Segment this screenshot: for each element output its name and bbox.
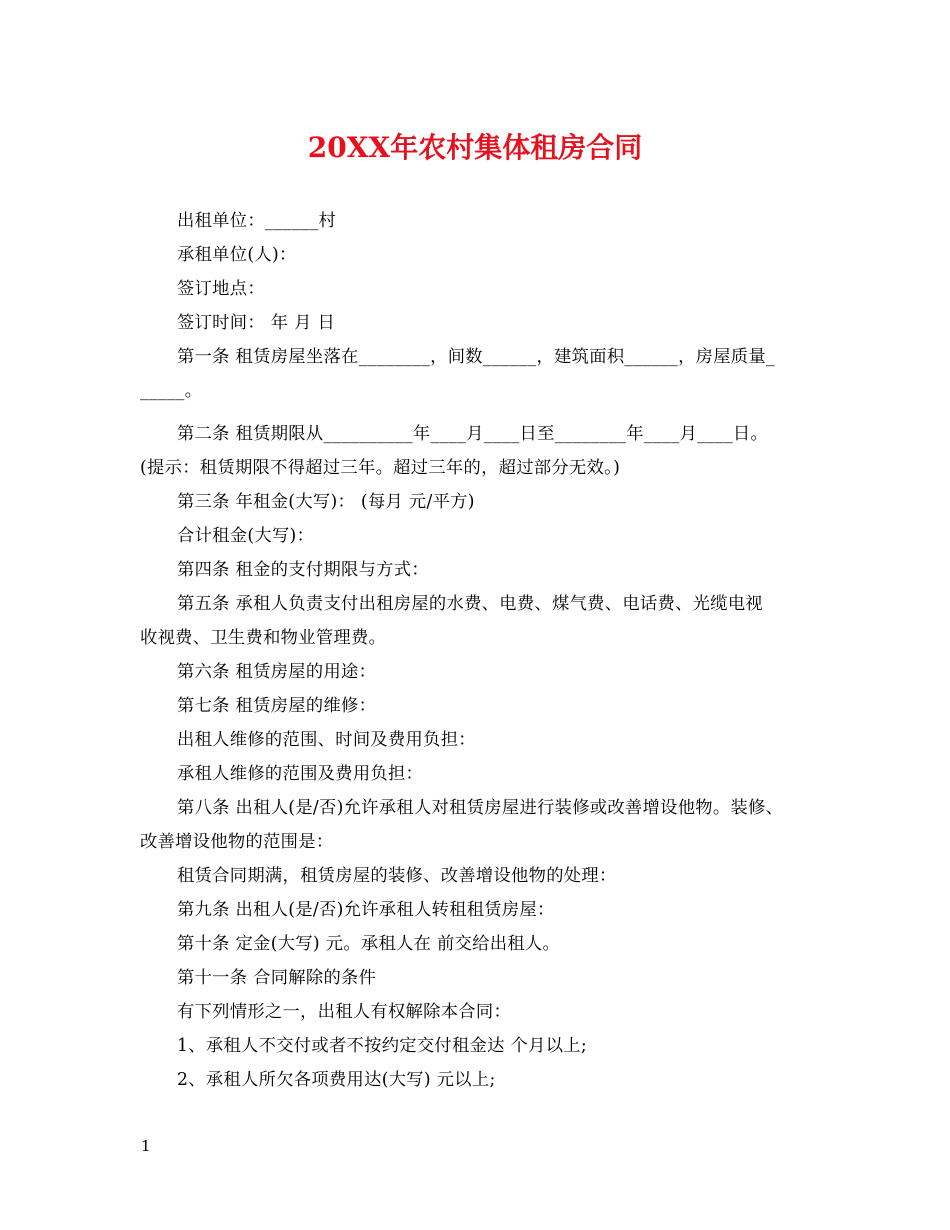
text-line: 第七条 租赁房屋的维修：: [177, 696, 377, 716]
text-line: 第五条 承租人负责支付出租房屋的水费、电费、煤气费、电话费、光缆电视: [177, 594, 763, 614]
text-line: 出租单位：______村: [177, 211, 337, 231]
text-line: 第三条 年租金(大写)： (每月 元/平方): [177, 492, 475, 512]
text-line: 改善增设他物的范围是：: [140, 832, 334, 852]
text-line: 第四条 租金的支付期限与方式：: [177, 560, 429, 580]
text-line: 第十一条 合同解除的条件: [177, 968, 377, 988]
page-number: 1: [141, 1137, 151, 1155]
text-line: 租赁合同期满，租赁房屋的装修、改善增设他物的处理：: [177, 866, 617, 886]
text-line: 第九条 出租人(是/否)允许承租人转租租赁房屋：: [177, 900, 555, 920]
text-line: 签订时间： 年 月 日: [177, 313, 336, 333]
text-line: 合计租金(大写)：: [177, 526, 315, 546]
paragraph-gap: [140, 408, 830, 417]
text-line: 承租单位(人)：: [177, 245, 297, 265]
text-line: 1、承租人不交付或者不按约定交付租金达 个月以上;: [177, 1036, 587, 1056]
text-line: _____。: [140, 381, 203, 401]
text-line: 第八条 出租人(是/否)允许承租人对租赁房屋进行装修或改善增设他物。装修、: [177, 798, 784, 818]
text-line: 第十条 定金(大写) 元。承租人在 前交给出租人。: [177, 934, 561, 954]
text-line: 出租人维修的范围、时间及费用负担：: [177, 730, 476, 750]
text-line: 收视费、卫生费和物业管理费。: [140, 628, 387, 648]
text-line: 承租人维修的范围及费用负担：: [177, 764, 424, 784]
text-line: 第六条 租赁房屋的用途：: [177, 662, 377, 682]
text-line: 2、承租人所欠各项费用达(大写) 元以上;: [177, 1070, 496, 1090]
text-line: 有下列情形之一，出租人有权解除本合同：: [177, 1002, 512, 1022]
document-title: 20XX年农村集体租房合同: [307, 131, 643, 164]
text-line: 第二条 租赁期限从__________年____月____日至________年____月____日。: [177, 424, 769, 444]
text-line: 第一条 租赁房屋坐落在________，间数______，建筑面积______，房屋质量_: [177, 347, 775, 367]
text-line: 签订地点：: [177, 279, 265, 299]
text-line: (提示：租赁期限不得超过三年。超过三年的，超过部分无效。): [140, 458, 621, 478]
document-body: [140, 204, 830, 1097]
